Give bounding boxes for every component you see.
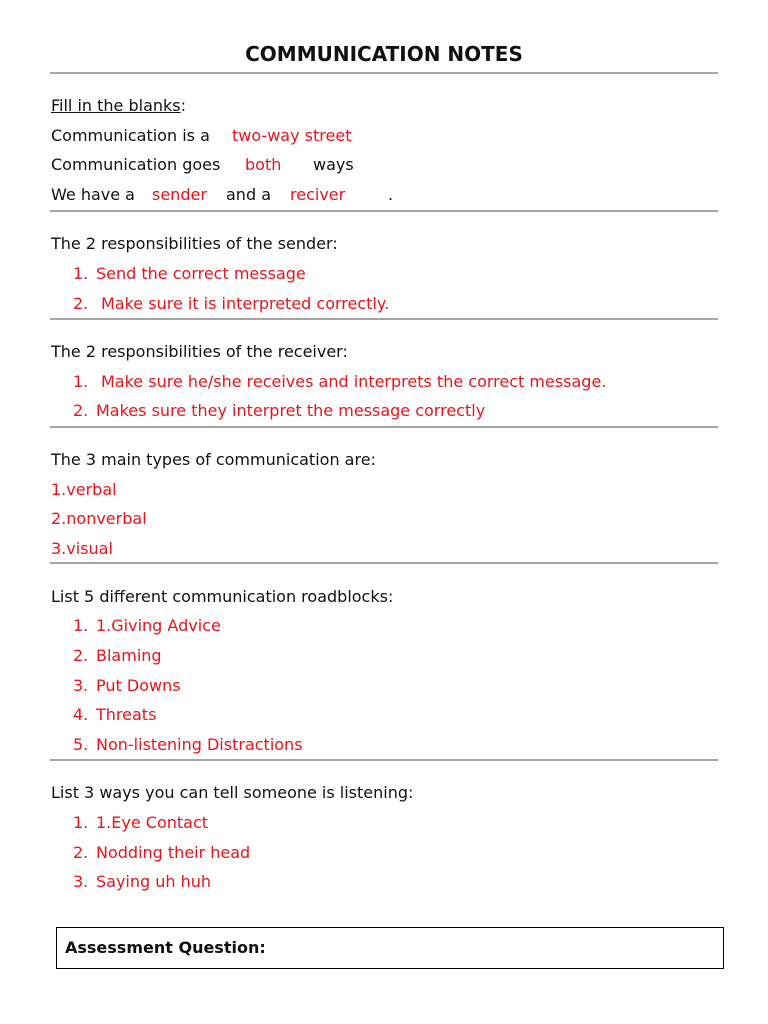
divider [50, 210, 718, 212]
sender-answer-2-num: 2. [73, 294, 89, 313]
fill-blank-line-2-suffix: ways [313, 155, 354, 174]
fill-blank-answer-2: both [245, 155, 282, 174]
fill-blank-answer-3b: reciver [290, 185, 346, 204]
roadblock-2-num: 2. [73, 646, 89, 665]
receiver-answer-2: Makes sure they interpret the message correctly [96, 401, 486, 420]
listening-1-num: 1. [73, 813, 89, 832]
roadblock-1: 1.Giving Advice [96, 616, 221, 635]
roadblock-4: Threats [96, 705, 157, 724]
fill-blank-line-1-prefix: Communication is a [51, 126, 210, 145]
fill-blanks-heading [51, 96, 186, 116]
roadblock-5: Non-listening Distractions [96, 735, 303, 754]
listening-3: Saying uh huh [96, 872, 212, 891]
fill-blank-line-3-suffix: . [388, 185, 394, 204]
receiver-question: The 2 responsibilities of the receiver: [51, 342, 348, 361]
types-answer-1: 1.verbal [51, 480, 117, 499]
receiver-answer-1: Make sure he/she receives and interprets the correct message. [101, 372, 607, 391]
roadblock-2: Blaming [96, 646, 162, 665]
sender-answer-2: Make sure it is interpreted correctly. [101, 294, 390, 313]
listening-2-num: 2. [73, 843, 89, 862]
roadblock-4-num: 4. [73, 705, 89, 724]
types-question: The 3 main types of communication are: [51, 450, 376, 469]
fill-blank-line-3-middle: and a [226, 185, 271, 204]
roadblock-3: Put Downs [96, 676, 181, 695]
listening-question: List 3 ways you can tell someone is listening: [51, 783, 414, 802]
fill-blank-answer-1: two-way street [232, 126, 352, 145]
divider [50, 72, 718, 74]
sender-answer-1-num: 1. [73, 264, 89, 283]
sender-question: The 2 responsibilities of the sender: [51, 234, 338, 253]
page-title: COMMUNICATION NOTES [245, 42, 523, 66]
divider [50, 562, 718, 564]
sender-answer-1: Send the correct message [96, 264, 306, 283]
divider [50, 759, 718, 761]
roadblock-1-num: 1. [73, 616, 89, 635]
divider [50, 426, 718, 428]
roadblock-5-num: 5. [73, 735, 89, 754]
heading-colon: : [180, 96, 187, 115]
assessment-label: Assessment Question: [65, 938, 266, 957]
listening-2: Nodding their head [96, 843, 251, 862]
fill-blanks-heading-text: Fill in the blanks [51, 96, 181, 115]
fill-blank-line-3-prefix: We have a [51, 185, 135, 204]
roadblock-3-num: 3. [73, 676, 89, 695]
receiver-answer-1-num: 1. [73, 372, 89, 391]
listening-3-num: 3. [73, 872, 89, 891]
listening-1: 1.Eye Contact [96, 813, 209, 832]
fill-blank-answer-3a: sender [152, 185, 207, 204]
receiver-answer-2-num: 2. [73, 401, 89, 420]
types-answer-3: 3.visual [51, 539, 113, 558]
roadblocks-question: List 5 different communication roadblocks: [51, 587, 394, 606]
types-answer-2: 2.nonverbal [51, 509, 147, 528]
fill-blank-line-2-prefix: Communication goes [51, 155, 221, 174]
divider [50, 318, 718, 320]
